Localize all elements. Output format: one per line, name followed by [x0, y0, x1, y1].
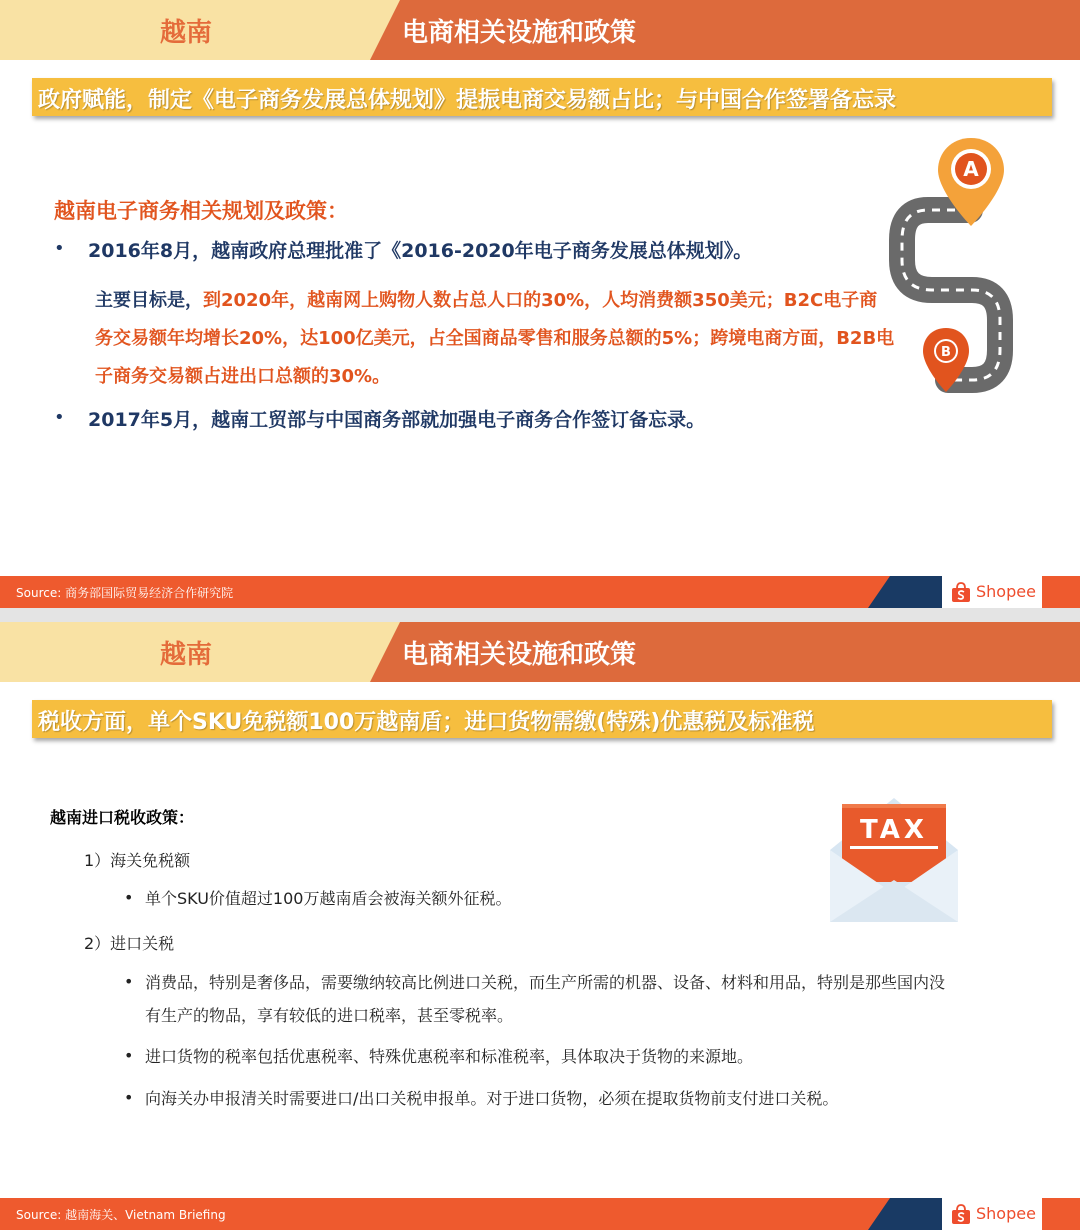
bullet-marker: • — [124, 888, 134, 907]
source-note: Source: 越南海关、Vietnam Briefing — [16, 1208, 226, 1222]
bullet-marker: • — [124, 1046, 134, 1065]
shopee-logo — [942, 1198, 1042, 1230]
slide-footer — [0, 576, 1080, 608]
bullet-marker: • — [54, 238, 65, 259]
bullet-marker: • — [124, 1088, 134, 1107]
route-end-label: B — [941, 345, 951, 360]
source-note: Source: 商务部国际贸易经济合作研究院 — [16, 586, 234, 600]
summary-banner-text: 政府赋能，制定《电子商务发展总体规划》提振电商交易额占比；与中国合作签署备忘录 — [38, 88, 897, 113]
road-route-icon — [888, 130, 1018, 400]
tax-label: TAX — [860, 815, 928, 845]
header-country: 越南 — [160, 18, 213, 48]
footer-accent — [868, 576, 948, 608]
exemption-item: 单个SKU价值超过100万越南盾会被海关额外征税。 — [145, 889, 512, 908]
bullet-2016-plan: 2016年8月，越南政府总理批准了《2016-2020年电子商务发展总体规划》。 — [88, 240, 753, 262]
plan-goals-body: 到2020年，越南网上购物人数占总人口的30%，人均消费额350美元；B2C电子商务交易额年均增长20%，达100亿美元，占全国商品零售和服务总额的5%；跨境电商方面，B2B电子商务交易额占进出口总额的30%。 — [95, 290, 895, 387]
shopping-bag-icon — [950, 1203, 972, 1225]
bullet-2017-memo: 2017年5月，越南工贸部与中国商务部就加强电子商务合作签订备忘录。 — [88, 409, 706, 431]
slide-separator — [0, 608, 1080, 622]
plan-goals-prefix: 主要目标是， — [95, 290, 203, 311]
slide-footer — [0, 1198, 1080, 1230]
section-heading: 越南电子商务相关规划及政策： — [54, 199, 348, 223]
summary-banner — [32, 78, 1052, 116]
plan-goals-text — [95, 282, 895, 396]
header-title: 电商相关设施和政策 — [402, 640, 637, 670]
shopee-logo-text: Shopee — [976, 582, 1036, 601]
customs-exemption-heading: 1）海关免税额 — [84, 851, 191, 870]
duty-item-rate-types: 进口货物的税率包括优惠税率、特殊优惠税率和标准税率，具体取决于货物的来源地。 — [145, 1047, 754, 1066]
slide-import-tax-policy — [0, 622, 1080, 1230]
tax-envelope-icon — [826, 794, 962, 926]
shopee-logo-text: Shopee — [976, 1204, 1036, 1223]
slide-ecommerce-planning — [0, 0, 1080, 608]
bullet-marker: • — [54, 407, 65, 428]
duty-item-declaration: 向海关办申报清关时需要进口/出口关税申报单。对于进口货物，必须在提取货物前支付进口关税。 — [145, 1089, 839, 1108]
route-start-label: A — [963, 157, 979, 181]
section-heading: 越南进口税收政策： — [50, 808, 195, 827]
import-duty-heading: 2）进口关税 — [84, 934, 175, 953]
slide-header — [0, 0, 1080, 60]
duty-item-consumer-goods: 消费品，特别是奢侈品，需要缴纳较高比例进口关税，而生产所需的机器、设备、材料和用品，特别是那些国内没有生产的物品，享有较低的进口税率，甚至零税率。 — [145, 973, 946, 1025]
header-title: 电商相关设施和政策 — [402, 18, 637, 48]
shopping-bag-icon — [950, 581, 972, 603]
shopee-logo — [942, 576, 1042, 608]
slide-header — [0, 622, 1080, 682]
summary-banner — [32, 700, 1052, 738]
header-country: 越南 — [160, 640, 213, 670]
footer-accent — [868, 1198, 948, 1230]
summary-banner-text: 税收方面，单个SKU免税额100万越南盾；进口货物需缴(特殊)优惠税及标准税 — [38, 710, 815, 735]
bullet-marker: • — [124, 972, 134, 991]
